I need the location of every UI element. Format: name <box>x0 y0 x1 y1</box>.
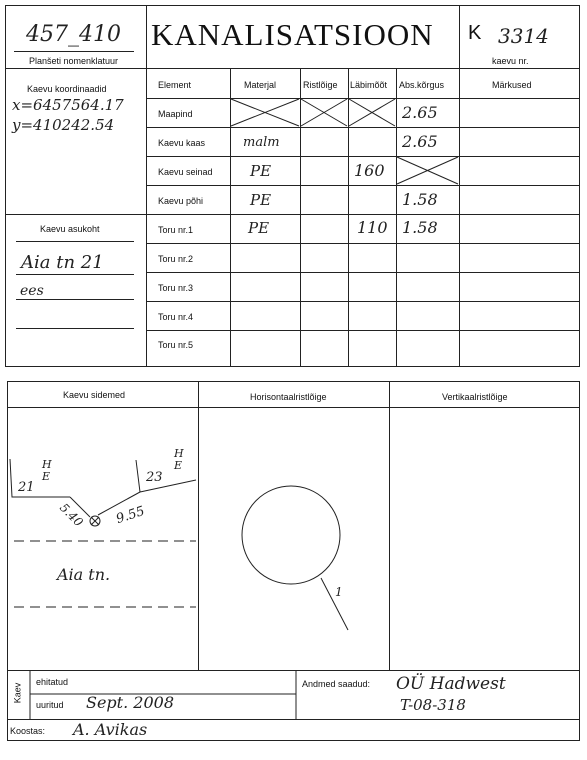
crossed-out-cells <box>231 99 458 184</box>
building-letters-left: H E <box>42 458 52 483</box>
site-sketch <box>10 459 196 607</box>
data-source-label: Andmed saadud: <box>302 679 371 689</box>
table-row-element: Kaevu seinad <box>158 167 213 177</box>
table-cell-material: malm <box>243 135 280 150</box>
street-name: Aia tn. <box>57 565 111 584</box>
table-row-element: Kaevu põhi <box>158 196 204 206</box>
col-header-diameter: Läbimõõt <box>350 80 388 90</box>
col-header-material: Materjal <box>244 80 277 90</box>
table-cell-diameter: 160 <box>354 161 385 180</box>
surveyed-label: uuritud <box>36 700 64 710</box>
surveyed-date: Sept. 2008 <box>86 693 174 712</box>
location-label: Kaevu asukoht <box>40 224 100 234</box>
company-name: OÜ Hadwest <box>396 674 506 694</box>
table-cell-height: 2.65 <box>402 103 438 122</box>
table-row-element: Toru nr.1 <box>158 225 194 235</box>
table-cell-material: PE <box>250 191 272 209</box>
pipe-label: 1 <box>335 585 343 599</box>
x-coordinate: x=6457564.17 <box>12 96 124 114</box>
distance-right: 9.55 <box>114 503 147 528</box>
author-name: A. Avikas <box>73 720 148 739</box>
links-header: Kaevu sidemed <box>63 390 126 400</box>
table-cell-height: 2.65 <box>402 132 438 151</box>
distance-left: 5.40 <box>56 500 86 530</box>
sheet-number: 457_410 <box>26 22 121 47</box>
table-row-element: Toru nr.5 <box>158 340 194 350</box>
built-label: ehitatud <box>36 677 69 687</box>
vertical-header: Vertikaalristlõige <box>442 392 508 402</box>
well-vertical-label: Kaev <box>12 682 23 704</box>
building-number-right: 23 <box>146 470 163 485</box>
author-label: Koostas: <box>10 726 46 736</box>
table-cell-material: PE <box>248 219 270 237</box>
y-coordinate: y=410242.54 <box>12 116 115 134</box>
table-cell-height: 1.58 <box>402 190 438 209</box>
well-label: kaevu nr. <box>492 56 529 66</box>
sheet-label: Planšeti nomenklatuur <box>29 56 119 66</box>
table-cell-material: PE <box>250 162 272 180</box>
location-line2: ees <box>20 283 44 299</box>
well-prefix: K <box>468 22 482 44</box>
well-number: 3314 <box>498 24 549 48</box>
col-header-notes: Märkused <box>492 80 532 90</box>
table-row-element: Toru nr.4 <box>158 312 194 322</box>
table-cell-diameter: 110 <box>357 218 388 237</box>
page-title: KANALISATSIOON <box>151 17 434 52</box>
coords-label: Kaevu koordinaadid <box>27 84 107 94</box>
manhole-circle <box>242 486 348 630</box>
document-number: T-08-318 <box>400 696 466 714</box>
horizontal-header: Horisontaalristlõige <box>250 392 327 402</box>
col-header-cross: Ristlõige <box>303 80 338 90</box>
building-letters-right: H E <box>174 447 184 472</box>
table-row-element: Toru nr.3 <box>158 283 194 293</box>
table-row-element: Toru nr.2 <box>158 254 194 264</box>
col-header-element: Element <box>158 80 192 90</box>
col-header-height: Abs.kõrgus <box>399 80 445 90</box>
table-row-element: Maapind <box>158 109 193 119</box>
table-row-element: Kaevu kaas <box>158 138 206 148</box>
location-line1: Aia tn 21 <box>21 252 104 273</box>
table-cell-height: 1.58 <box>402 218 438 237</box>
building-number-left: 21 <box>18 480 35 495</box>
